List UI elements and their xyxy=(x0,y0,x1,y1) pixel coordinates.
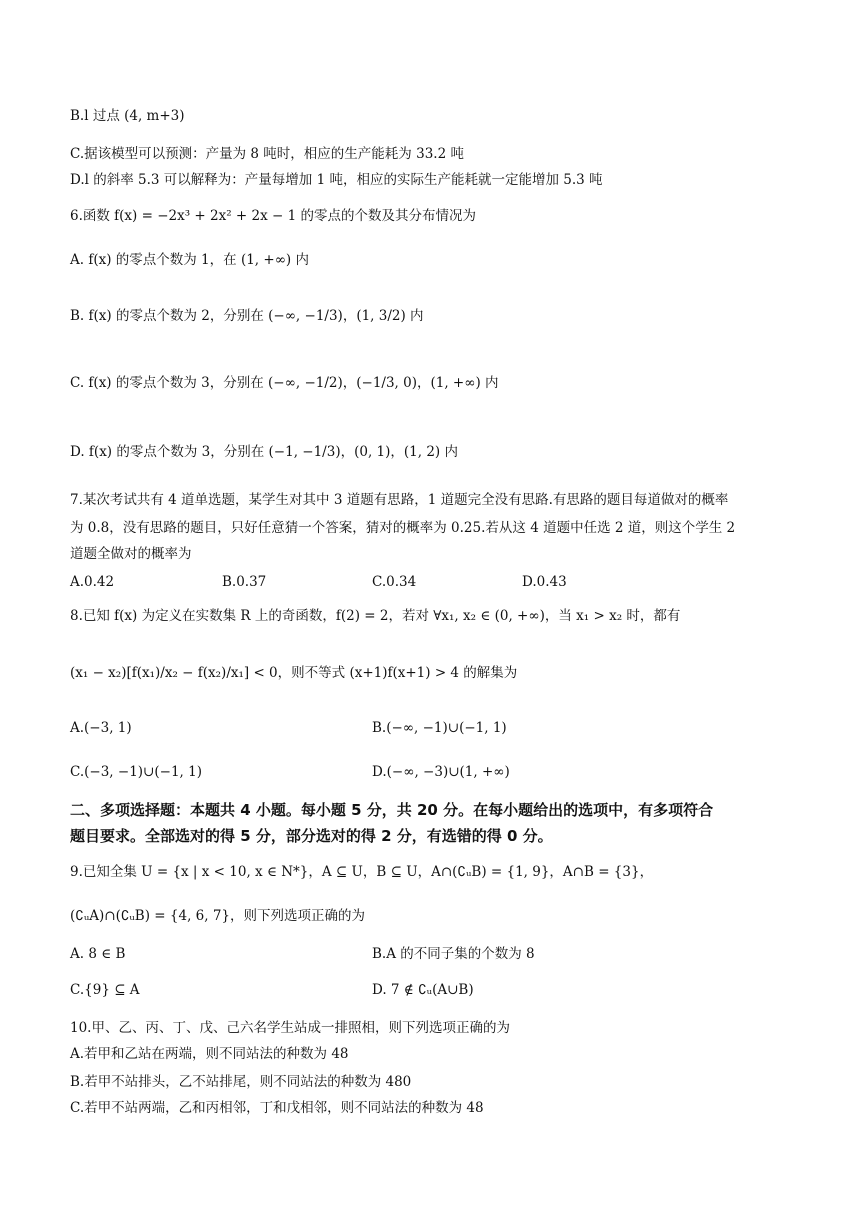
q5-option-b: B.l 过点 (4, m+3) xyxy=(70,108,185,124)
q5-option-c: C.据该模型可以预测：产量为 8 吨时，相应的生产能耗为 33.2 吨 xyxy=(70,146,464,162)
q8-option-d: D.(−∞, −3)∪(1, +∞) xyxy=(372,764,510,780)
q7-option-c: C.0.34 xyxy=(372,574,417,590)
q10-option-b: B.若甲不站排头，乙不站排尾，则不同站法的种数为 480 xyxy=(70,1074,412,1090)
q7-option-b: B.0.37 xyxy=(222,574,267,590)
q10-option-a: A.若甲和乙站在两端，则不同站法的种数为 48 xyxy=(70,1046,349,1062)
section2-heading-line1: 二、多项选择题：本题共 4 小题。每小题 5 分，共 20 分。在每小题给出的选项中，有多项符合 xyxy=(70,801,714,819)
q6-stem: 6.函数 f(x) = −2x³ + 2x² + 2x − 1 的零点的个数及其分布情况为 xyxy=(70,208,477,224)
q10-option-c: C.若甲不站两端，乙和丙相邻，丁和戊相邻，则不同站法的种数为 48 xyxy=(70,1100,484,1116)
q7-option-d: D.0.43 xyxy=(522,574,567,590)
q8-stem-line2: (x₁ − x₂)[f(x₁)/x₂ − f(x₂)/x₁] < 0，则不等式 (x+1)f(x+1) > 4 的解集为 xyxy=(70,665,518,681)
q9-stem-line1: 9.已知全集 U = {x | x < 10, x ∈ N*}，A ⊆ U，B ⊆ U，A∩(∁ᵤB) = {1, 9}，A∩B = {3}， xyxy=(70,864,654,880)
q6-option-d: D. f(x) 的零点个数为 3，分别在 (−1, −1/3)，(0, 1)，(1, 2) 内 xyxy=(70,444,458,460)
q9-option-b: B.A 的不同子集的个数为 8 xyxy=(372,946,535,962)
q7-option-a: A.0.42 xyxy=(70,574,115,590)
q7-stem-line3: 道题全做对的概率为 xyxy=(70,546,192,562)
q8-option-b: B.(−∞, −1)∪(−1, 1) xyxy=(372,720,507,736)
q6-option-a: A. f(x) 的零点个数为 1，在 (1, +∞) 内 xyxy=(70,252,309,268)
section2-heading-line2: 题目要求。全部选对的得 5 分，部分选对的得 2 分，有选错的得 0 分。 xyxy=(70,827,553,845)
q7-stem-line2: 为 0.8，没有思路的题目，只好任意猜一个答案，猜对的概率为 0.25.若从这 4 道题中任选 2 道，则这个学生 2 xyxy=(70,520,736,536)
q5-option-d: D.l 的斜率 5.3 可以解释为：产量每增加 1 吨，相应的实际生产能耗就一定能增加 5.3 吨 xyxy=(70,172,603,188)
q6-option-b: B. f(x) 的零点个数为 2，分别在 (−∞, −1/3)，(1, 3/2) 内 xyxy=(70,308,424,324)
q7-stem-line1: 7.某次考试共有 4 道单选题，某学生对其中 3 道题有思路，1 道题完全没有思路.有思路的题目每道做对的概率 xyxy=(70,492,729,508)
q9-option-c: C.{9} ⊆ A xyxy=(70,982,140,998)
q9-option-a: A. 8 ∈ B xyxy=(70,946,126,962)
q9-option-d: D. 7 ∉ ∁ᵤ(A∪B) xyxy=(372,982,474,998)
q9-stem-line2: (∁ᵤA)∩(∁ᵤB) = {4, 6, 7}，则下列选项正确的为 xyxy=(70,908,366,924)
q8-stem-line1: 8.已知 f(x) 为定义在实数集 R 上的奇函数，f(2) = 2，若对 ∀x₁, x₂ ∈ (0, +∞)，当 x₁ > x₂ 时，都有 xyxy=(70,608,681,624)
q8-option-c: C.(−3, −1)∪(−1, 1) xyxy=(70,764,202,780)
q8-option-a: A.(−3, 1) xyxy=(70,720,132,736)
q10-stem: 10.甲、乙、丙、丁、戊、己六名学生站成一排照相，则下列选项正确的为 xyxy=(70,1020,510,1036)
q6-option-c: C. f(x) 的零点个数为 3，分别在 (−∞, −1/2)，(−1/3, 0)，(1, +∞) 内 xyxy=(70,375,499,391)
